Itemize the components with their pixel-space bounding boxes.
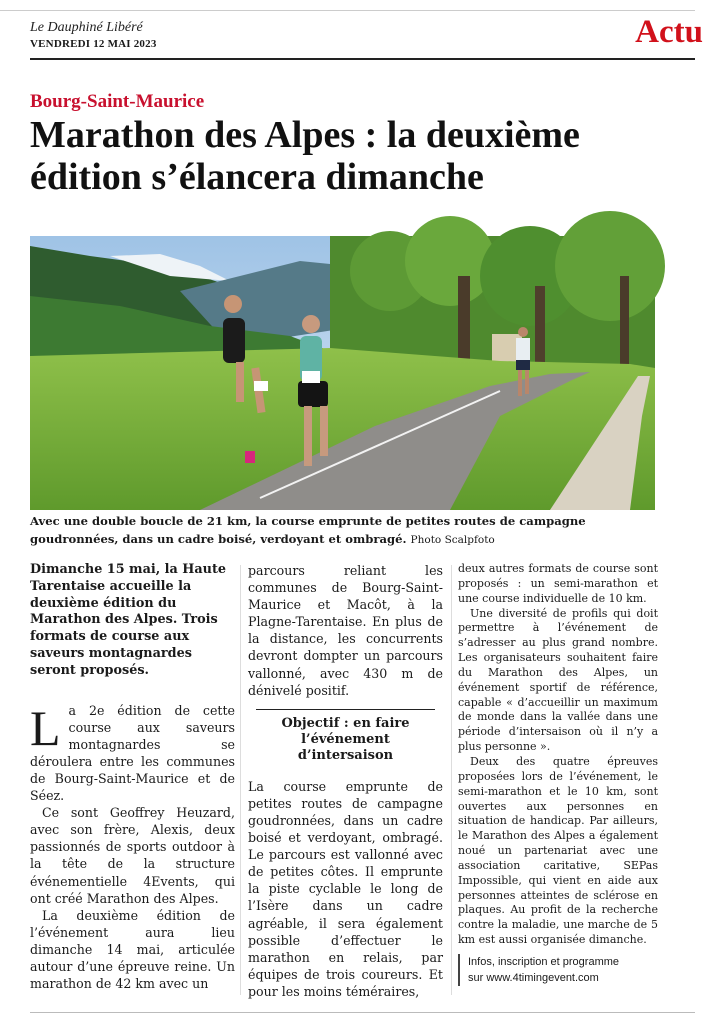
- caption-text: Avec une double boucle de 21 km, la course emprunte de petites routes de campagne goudronnées, dans un cadre boisé, verdoyant et ombragé.: [30, 514, 586, 546]
- paragraph-1-text: a 2e édition de cette course aux saveurs montagnardes se déroulera entre les communes de Bourg-Saint-Maurice et de Séez.: [30, 702, 235, 804]
- intertitle: Objectif : en faire l’événement d’intersaison: [256, 709, 435, 764]
- article-kicker: Bourg-Saint-Maurice: [30, 91, 205, 112]
- newspaper-name: Le Dauphiné Libéré: [30, 20, 143, 35]
- article-lead: Dimanche 15 mai, la Haute Tarentaise accueille la deuxième édition du Marathon des Alpes. Trois formats de course aux saveurs montagnardes seront proposés.: [30, 562, 227, 678]
- issue-date: VENDREDI 12 MAI 2023: [30, 38, 157, 50]
- column-divider-2: [451, 565, 452, 995]
- article-headline: [30, 114, 670, 198]
- bottom-border: [30, 1012, 695, 1013]
- masthead: [30, 20, 157, 50]
- infos-label: Infos, inscription et programme: [468, 955, 620, 968]
- photo-credit: Photo Scalpfoto: [410, 533, 495, 546]
- headline-line-1: Marathon des Alpes : la deuxième: [30, 114, 580, 156]
- masthead-rule: [30, 58, 695, 60]
- headline-line-2: édition s’élancera dimanche: [30, 156, 484, 198]
- paragraph-3: La deuxième édition de l’événement aura lieu dimanche 14 mai, articulée autour d’une épreuve reine. Un marathon de 42 km avec un: [30, 907, 235, 992]
- article-photo: [30, 236, 655, 510]
- column-divider-1: [240, 565, 241, 995]
- paragraph-4: La course emprunte de petites routes de campagne goudronnées, dans un cadre boisé et verdoyant, ombragé. Le parcours est vallonné avec de petites côtes. Il emprunte la piste cyclable le long de l’Isère dans un cadre agréable, il sera également possible d’effectuer le marathon en relais, par équipes de trois coureurs. Et pour les moins téméraires,: [248, 778, 443, 999]
- paragraph-4-continued: deux autres formats de course sont proposés : un semi-marathon et une course individuelle de 10 km.: [458, 562, 658, 605]
- paragraph-6: Deux des quatre épreuves proposées lors de l’événement, le semi-marathon et le 10 km, sont ouvertes aux personnes en situation de handicap. Par ailleurs, le Marathon des Alpes a également noué un partenariat avec une association caritative, SEPas Impossible, qui vient en aide aux personnes atteintes de sclérose en plaques. Au profit de la recherche contre la maladie, une marche de 5 km est aussi organisée dimanche.: [458, 754, 658, 947]
- paragraph-3-continued: parcours reliant les communes de Bourg-Saint-Maurice et Macôt, à la Plagne-Tarentaise. En plus de la distance, les concurrents devront dompter un parcours vallonné, avec 430 m de dénivelé positif.: [248, 563, 443, 698]
- section-tag: Actu: [635, 14, 703, 50]
- paragraph-5-continued: Une diversité de profils qui doit permettre à l’événement de s’adresser au plus grand nombre. Les organisateurs souhaitent faire du Marathon des Alpes, un événement sportif de référence, capable « d’accueillir un maximum de monde dans la vallée dans une période d’intersaison où il n’y a plus personne ».: [458, 606, 658, 754]
- paragraph-2: Ce sont Geoffrey Heuzard, avec son frère, Alexis, deux passionnés de sports outdoor à la tête de la structure événementielle 4Events, qui ont créé Marathon des Alpes.: [30, 805, 235, 906]
- infos-box: [458, 954, 658, 986]
- infos-website: sur www.4timingevent.com: [468, 971, 599, 984]
- drop-cap: L: [30, 699, 61, 756]
- article-column-3: [458, 562, 658, 986]
- article-column-2: [248, 562, 443, 1000]
- photo-caption: [30, 513, 670, 549]
- runners-photo-illustration: [30, 236, 655, 510]
- article-column-1: [30, 562, 235, 992]
- paragraph-1: [30, 699, 235, 805]
- top-border: [0, 10, 695, 11]
